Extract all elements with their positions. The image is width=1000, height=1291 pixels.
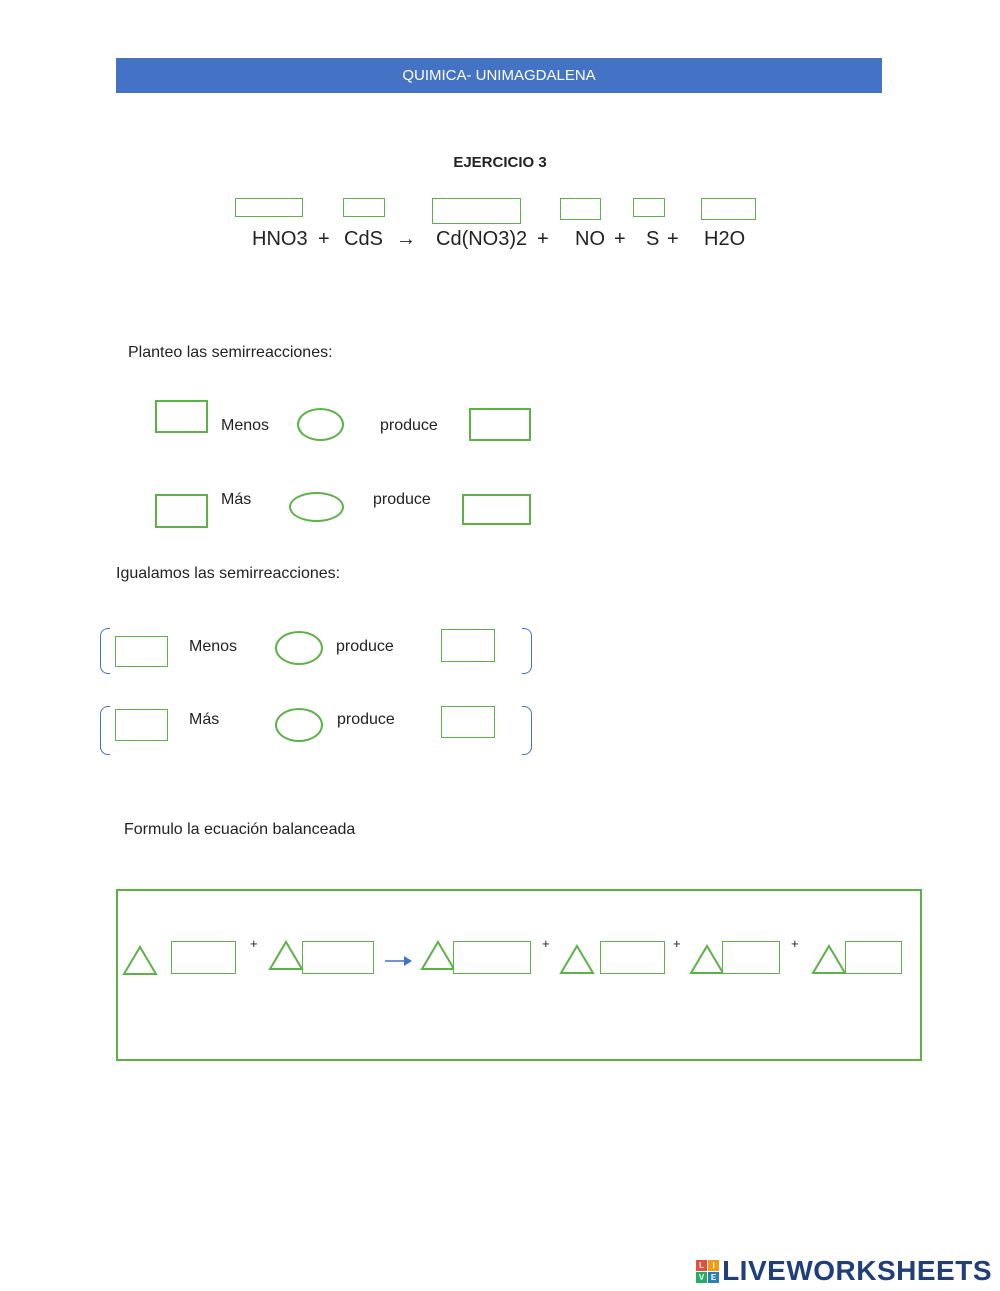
electrons-input[interactable] [275, 631, 323, 665]
equation-plus: + [614, 228, 626, 250]
balanced-species-input[interactable] [115, 636, 168, 667]
equation-term-hno3: HNO3 [252, 228, 308, 250]
coefficient-triangle-input[interactable] [420, 940, 456, 971]
coefficient-triangle-input[interactable] [811, 944, 847, 975]
bracket-left [100, 628, 110, 674]
plus-sign: + [673, 936, 681, 951]
exercise-title: EJERCICIO 3 [453, 154, 547, 171]
produce-label: produce [336, 638, 394, 655]
formula-input[interactable] [600, 941, 665, 974]
coefficient-triangle-input[interactable] [689, 944, 725, 975]
electrons-input[interactable] [275, 708, 323, 742]
section1-heading: Planteo las semirreacciones: [128, 344, 333, 361]
logo-letter: I [708, 1260, 719, 1271]
brand-name: LIVEWORKSHEETS [722, 1255, 992, 1286]
equation-term-h2o: H2O [704, 228, 746, 250]
formula-input[interactable] [171, 941, 236, 974]
produce-label: produce [380, 417, 438, 434]
equation-plus: + [667, 228, 679, 250]
equation-plus: + [318, 228, 330, 250]
equation-plus: + [537, 228, 549, 250]
coef-input-h2o[interactable] [701, 198, 756, 220]
half-reaction-op-label: Más [221, 491, 252, 508]
logo-badge-icon [696, 1260, 719, 1283]
produce-label: produce [373, 491, 431, 508]
formula-input[interactable] [453, 941, 531, 974]
balanced-equation-frame [116, 889, 922, 1061]
equation-arrow: → [396, 228, 416, 250]
half-reaction-product-input[interactable] [469, 408, 531, 441]
logo-letter: E [708, 1272, 719, 1283]
logo-letter: V [696, 1272, 707, 1283]
coefficient-triangle-input[interactable] [122, 945, 158, 976]
half-reaction-op-label: Más [189, 711, 220, 728]
coefficient-triangle-input[interactable] [268, 940, 304, 971]
coef-input-s[interactable] [633, 198, 665, 217]
formula-input[interactable] [722, 941, 780, 974]
liveworksheets-logo [696, 1255, 992, 1287]
equation-term-no: NO [575, 228, 605, 250]
half-reaction-species-input[interactable] [155, 494, 208, 528]
bracket-left [100, 706, 110, 755]
coef-input-hno3[interactable] [235, 198, 303, 217]
header-bar [116, 58, 882, 93]
half-reaction-op-label: Menos [189, 638, 238, 655]
plus-sign: + [250, 936, 258, 951]
equation-term-s: S [646, 228, 660, 250]
coef-input-no[interactable] [560, 198, 601, 220]
produce-label: produce [337, 711, 395, 728]
electrons-input[interactable] [297, 408, 344, 441]
reaction-arrow-icon [384, 953, 414, 969]
bracket-right [522, 628, 532, 674]
equation-term-cdno32: Cd(NO3)2 [436, 228, 528, 250]
section3-heading: Formulo la ecuación balanceada [124, 821, 356, 838]
coefficient-triangle-input[interactable] [559, 944, 595, 975]
balanced-product-input[interactable] [441, 706, 495, 738]
formula-input[interactable] [845, 941, 902, 974]
balanced-product-input[interactable] [441, 629, 495, 662]
bracket-right [522, 706, 532, 755]
formula-input[interactable] [302, 941, 374, 974]
logo-letter: L [696, 1260, 707, 1271]
header-title: QUIMICA- UNIMAGDALENA [402, 67, 596, 84]
section2-heading: Igualamos las semirreacciones: [116, 565, 341, 582]
balanced-species-input[interactable] [115, 709, 168, 741]
plus-sign: + [542, 936, 550, 951]
plus-sign: + [791, 936, 799, 951]
coef-input-cds[interactable] [343, 198, 385, 217]
half-reaction-op-label: Menos [221, 417, 270, 434]
electrons-input[interactable] [289, 492, 344, 522]
coef-input-cdno32[interactable] [432, 198, 521, 224]
half-reaction-product-input[interactable] [462, 494, 531, 525]
half-reaction-species-input[interactable] [155, 400, 208, 433]
equation-term-cds: CdS [344, 228, 383, 250]
